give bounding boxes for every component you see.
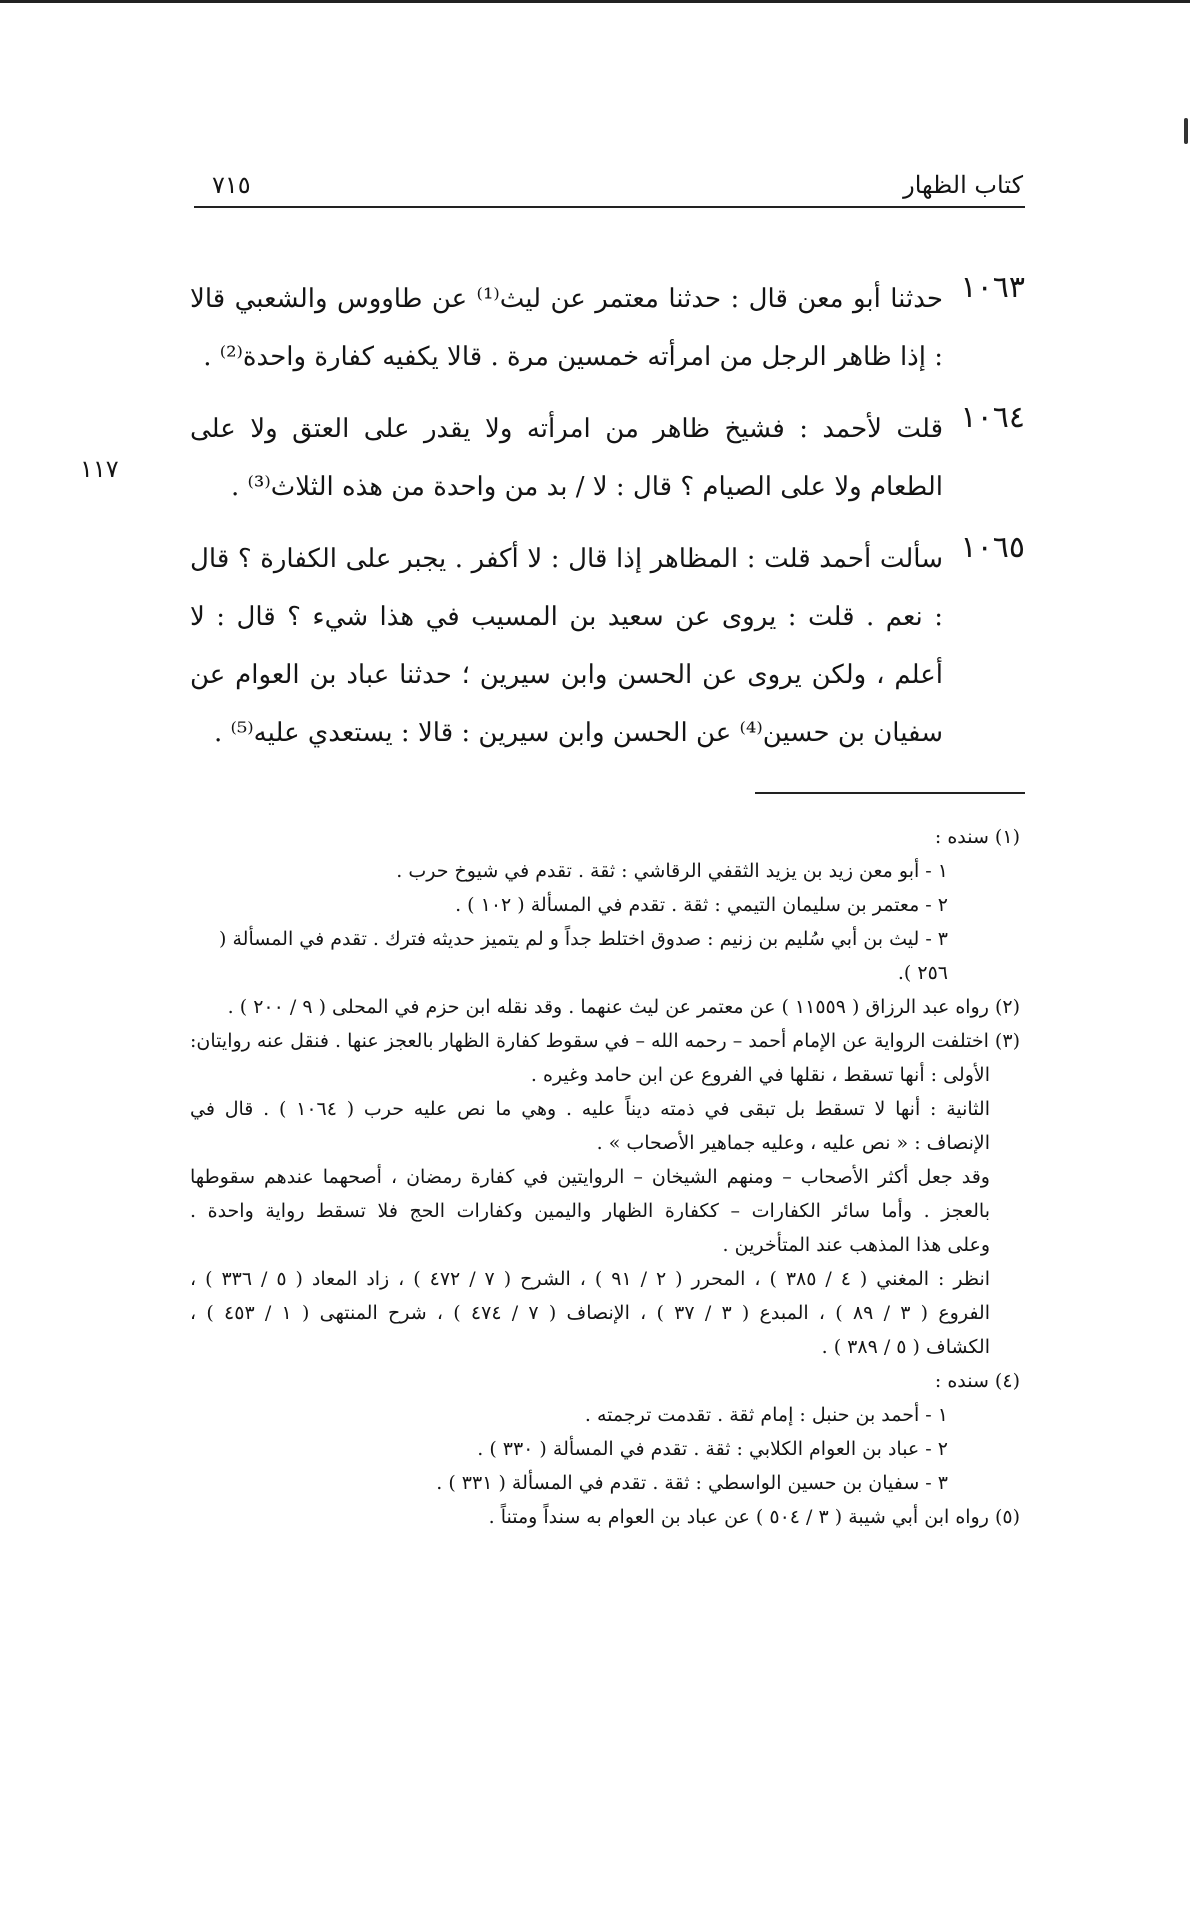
- footnote-line: الإنصاف : « نص عليه ، وعليه جماهير الأصحاب » .: [596, 1132, 990, 1154]
- footnote-line: الثانية : أنها لا تسقط بل تبقى في ذمته ديناً عليه . وهي ما نص عليه حرب ( ١٠٦٤ ) . قال في: [190, 1098, 990, 1120]
- footnote-line: ١ - أحمد بن حنبل : إمام ثقة . تقدمت ترجمته .: [584, 1404, 948, 1426]
- footnote-line: (٢) رواه عبد الرزاق ( ١١٥٥٩ ) عن معتمر عن ليث عنهما . وقد نقله ابن حزم في المحلى ( ٩ / ٢٠٠ ) .: [227, 996, 1020, 1018]
- footnote-line: (٤) سنده :: [934, 1370, 1020, 1392]
- footnote-line: وقد جعل أكثر الأصحاب – ومنهم الشيخان – الروايتين في كفارة رمضان ، أصحهما عندهم سقوطها: [190, 1166, 990, 1188]
- footnote-rule: [755, 792, 1025, 794]
- entry-1063: [190, 270, 1025, 386]
- footnotes: [190, 820, 1020, 1534]
- entry-number: ١٠٦٣: [960, 270, 1025, 305]
- footnote-line: ٢ - معتمر بن سليمان التيمي : ثقة . تقدم في المسألة ( ١٠٢ ) .: [455, 894, 948, 916]
- footnote-line: وعلى هذا المذهب عند المتأخرين .: [722, 1234, 990, 1256]
- page-number: ٧١٥: [212, 171, 251, 199]
- footnote-line: بالعجز . وأما سائر الكفارات – ككفارة الظهار واليمين وكفارات الحج فلا تسقط رواية واحدة .: [190, 1200, 990, 1222]
- entry-1064: [190, 400, 1025, 516]
- margin-manuscript-number: ١١٧: [80, 455, 119, 483]
- footnote-line: (١) سنده :: [934, 826, 1020, 848]
- entry-text: حدثنا أبو معن قال : حدثنا معتمر عن ليث⁽¹⁾ عن طاووس والشعبي قالا : إذا ظاهر الرجل من امرأته خمسين مرة . قالا يكفيه كفارة واحدة⁽²⁾ .: [190, 284, 943, 372]
- top-scan-edge: [0, 0, 1190, 3]
- footnote-line: ٣ - سفيان بن حسين الواسطي : ثقة . تقدم في المسألة ( ٣٣١ ) .: [436, 1472, 948, 1494]
- entry-number: ١٠٦٥: [960, 530, 1025, 565]
- footnote-line: (٣) اختلفت الرواية عن الإمام أحمد – رحمه الله – في سقوط كفارة الظهار بالعجز عنها . فنقل عنه روايتان:: [190, 1030, 1020, 1052]
- entry-text: سألت أحمد قلت : المظاهر إذا قال : لا أكفر . يجبر على الكفارة ؟ قال : نعم . قلت : يروى عن سعيد بن المسيب في هذا شيء ؟ قال : لا أعلم ، ولكن يروى عن الحسن وابن سيرين ؛ حدثنا عباد بن العوام عن سفيان بن حسين⁽⁴⁾ عن الحسن وابن سيرين : قالا : يستعدي عليه⁽⁵⁾ .: [190, 544, 943, 748]
- footnote-line: انظر : المغني ( ٤ / ٣٨٥ ) ، المحرر ( ٢ / ٩١ ) ، الشرح ( ٧ / ٤٧٢ ) ، زاد المعاد ( ٥ / ٣٣٦ ) ،: [190, 1268, 991, 1290]
- header-rule: [194, 206, 1025, 208]
- entry-text: قلت لأحمد : فشيخ ظاهر من امرأته ولا يقدر على العتق ولا على الطعام ولا على الصيام ؟ قال : لا / بد من واحدة من هذه الثلاث⁽³⁾ .: [190, 414, 943, 502]
- running-title: كتاب الظهار: [903, 171, 1023, 199]
- footnote-line: الفروع ( ٣ / ٨٩ ) ، المبدع ( ٣ / ٣٧ ) ، الإنصاف ( ٧ / ٤٧٤ ) ، شرح المنتهى ( ١ / ٤٥٣ ) ،: [190, 1302, 990, 1324]
- footnote-line: ٣ - ليث بن أبي سُليم بن زنيم : صدوق اختلط جداً و لم يتميز حديثه فترك . تقدم في المسألة ( ٢٥٦ ).: [219, 928, 948, 984]
- footnote-line: الأولى : أنها تسقط ، نقلها في الفروع عن ابن حامد وغيره .: [530, 1064, 990, 1086]
- footnote-line: الكشاف ( ٥ / ٣٨٩ ) .: [821, 1336, 990, 1358]
- footnote-line: ٢ - عباد بن العوام الكلابي : ثقة . تقدم في المسألة ( ٣٣٠ ) .: [477, 1438, 948, 1460]
- footnote-line: (٥) رواه ابن أبي شيبة ( ٣ / ٥٠٤ ) عن عباد بن العوام به سنداً ومتناً .: [488, 1506, 1020, 1528]
- scan-mark: [1184, 118, 1188, 144]
- entry-1065: [190, 530, 1025, 762]
- entry-number: ١٠٦٤: [960, 400, 1025, 435]
- footnote-line: ١ - أبو معن زيد بن يزيد الثقفي الرقاشي : ثقة . تقدم في شيوخ حرب .: [396, 860, 948, 882]
